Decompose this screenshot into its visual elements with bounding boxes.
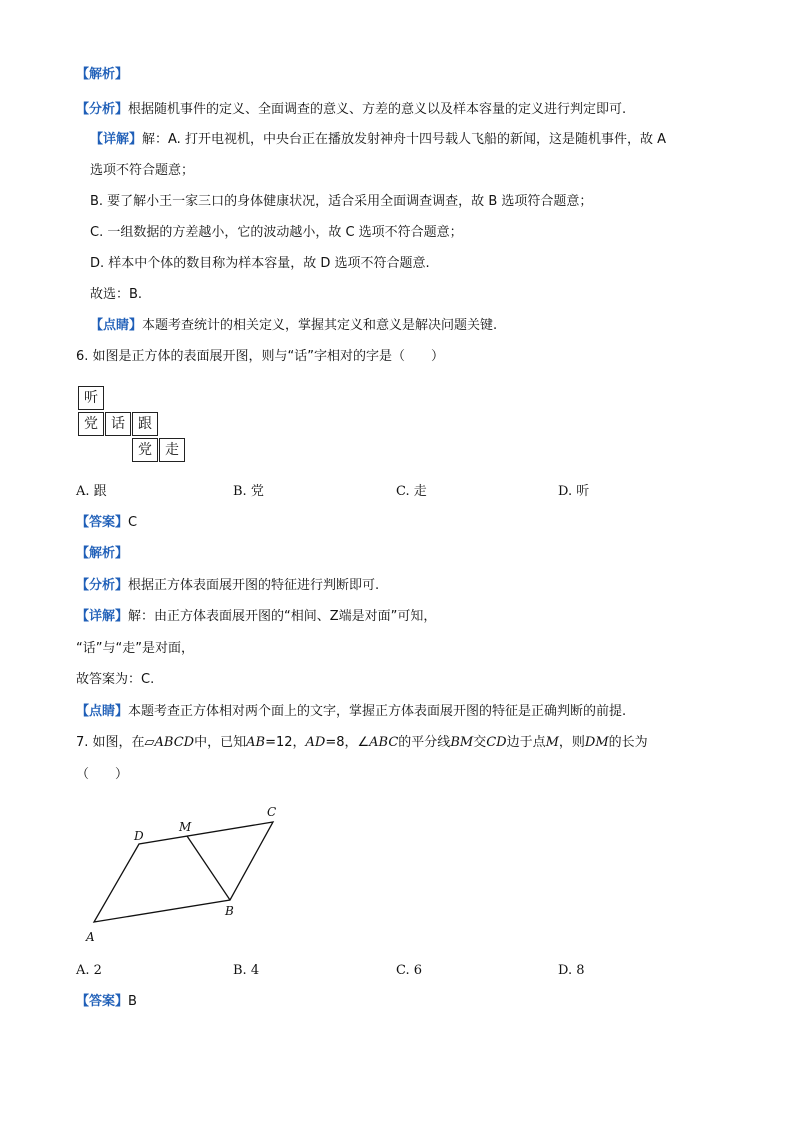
q6-option-d: D. 听	[558, 484, 590, 499]
q5-xiangjie: 【详解】解：A. 打开电视机，中央台正在播放发射神舟十四号载人飞船的新闻，这是随机事件，故 A	[90, 132, 666, 147]
parallelogram-figure	[80, 800, 300, 950]
parallelogram-abcd	[94, 822, 273, 922]
q6-option-a: A. 跟	[76, 484, 107, 499]
net-cell-mid3: 跟	[132, 412, 158, 436]
q6-xiangjie: 【详解】解：由正方体表面展开图的“相间、Z端是对面”可知，	[76, 609, 437, 624]
net-cell-bot1: 党	[132, 438, 158, 462]
bisector-bm	[187, 836, 230, 900]
q7-paren: （ ）	[76, 767, 129, 782]
q6-analysis-label: 【解析】	[76, 546, 129, 561]
q5-line-c: C. 一组数据的方差越小，它的波动越小，故 C 选项不符合题意；	[90, 225, 463, 240]
net-cell-bot2: 走	[159, 438, 185, 462]
label-d: D	[134, 829, 144, 843]
q5-choose: 故选：B.	[90, 287, 143, 302]
q7-answer: 【答案】B	[76, 994, 137, 1009]
net-cell-mid1: 党	[78, 412, 104, 436]
net-cell-top: 听	[78, 386, 104, 410]
q6-answer: 【答案】C	[76, 515, 138, 530]
label-a: A	[86, 930, 95, 944]
q5-dianjing: 【点睛】本题考查统计的相关定义，掌握其定义和意义是解决问题关键.	[90, 318, 498, 333]
q6-dianjing: 【点睛】本题考查正方体相对两个面上的文字，掌握正方体表面展开图的特征是正确判断的前提.	[76, 704, 627, 719]
q6-option-b: B. 党	[233, 484, 264, 499]
q7-option-c: C. 6	[396, 963, 423, 978]
label-c: C	[267, 805, 277, 819]
q5-line-b: B. 要了解小王一家三口的身体健康状况，适合采用全面调查调查，故 B 选项符合题意；	[90, 194, 593, 209]
q7-option-d: D. 8	[558, 963, 585, 978]
cube-net-figure	[78, 386, 188, 466]
q7-option-a: A. 2	[76, 963, 102, 978]
q6-fenxi: 【分析】根据正方体表面展开图的特征进行判断即可.	[76, 578, 380, 593]
q7-stem: 7. 如图，在▱ABCD中，已知AB=12，AD=8，∠ABC的平分线BM交CD边于点M，则DM的长为	[76, 735, 648, 750]
label-m: M	[179, 820, 192, 834]
label-b: B	[225, 904, 234, 918]
q6-option-c: C. 走	[396, 484, 427, 499]
q7-option-b: B. 4	[233, 963, 260, 978]
q5-fenxi: 【分析】根据随机事件的定义、全面调查的意义、方差的意义以及样本容量的定义进行判定即可.	[76, 102, 627, 117]
q6-line3: 故答案为：C.	[76, 672, 155, 687]
net-cell-mid2: 话	[105, 412, 131, 436]
q5-xiangjie-line2: 选项不符合题意；	[90, 163, 195, 178]
q6-line2: “话”与“走”是对面，	[76, 641, 194, 656]
q6-stem: 6. 如图是正方体的表面展开图，则与“话”字相对的字是（ ）	[76, 349, 445, 364]
q5-analysis-label: 【解析】	[76, 67, 129, 82]
q5-line-d: D. 样本中个体的数目称为样本容量，故 D 选项不符合题意.	[90, 256, 430, 271]
